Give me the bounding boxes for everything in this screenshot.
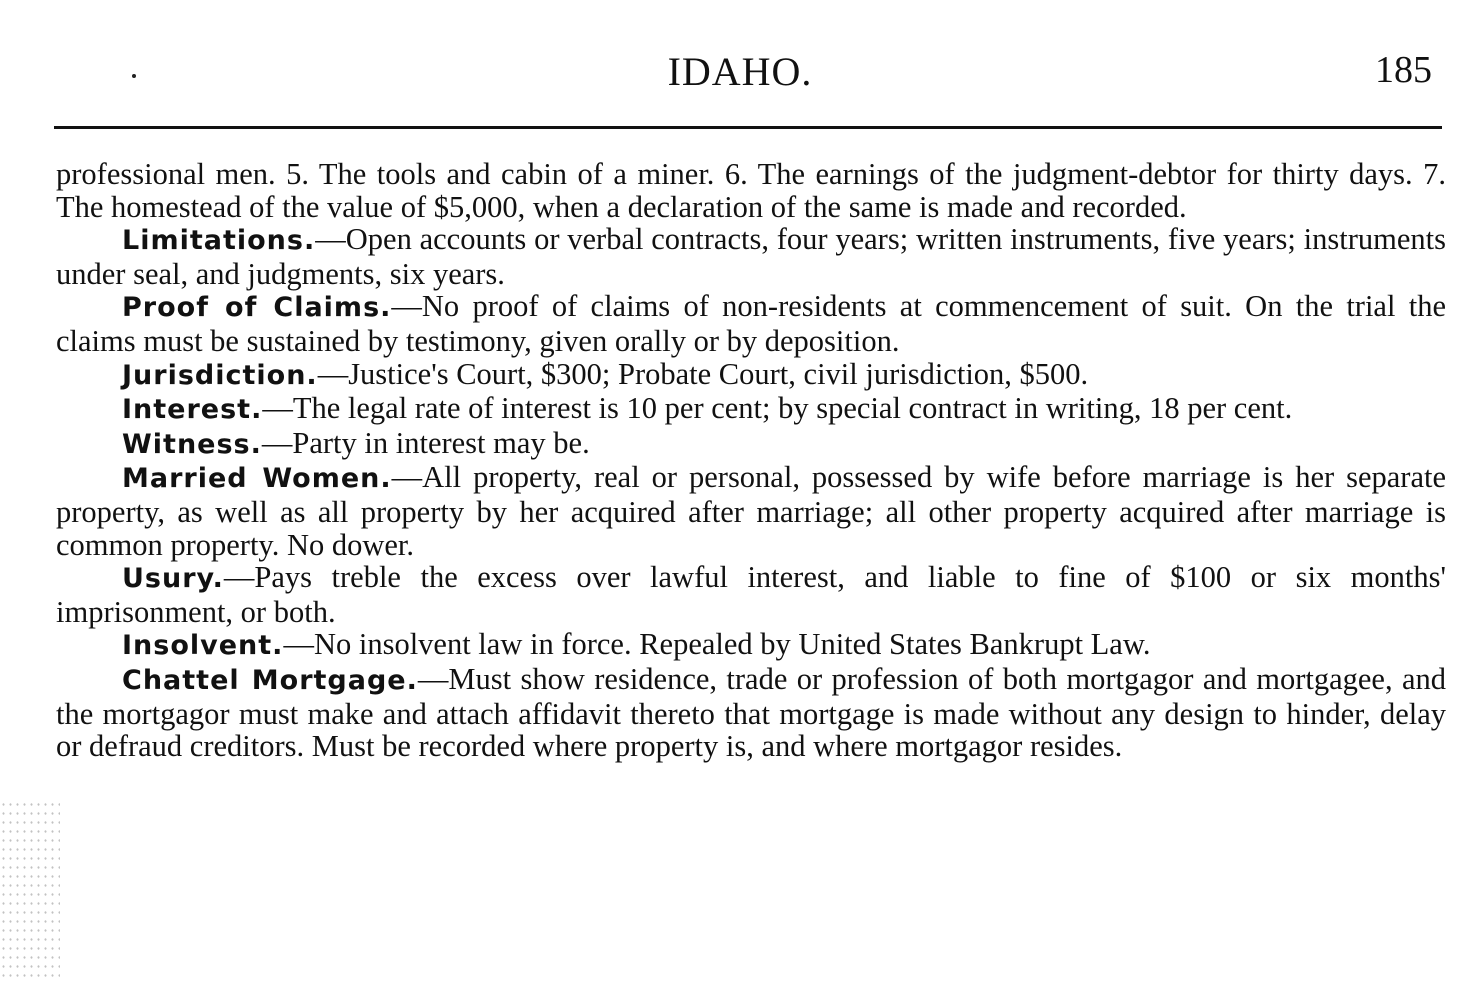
paragraph-text: —All property, real or personal, possessed by wife before marriage is her separate property, as well as all property by her acquired after marriage; all other property acquired after marriage is common property. No dower.: [56, 460, 1446, 562]
paragraph-usury: [56, 561, 1446, 628]
paragraph-text: —The legal rate of interest is 10 per cent; by special contract in writing, 18 per cent.: [262, 391, 1293, 426]
section-heading: Witness.: [122, 428, 262, 460]
section-heading: Chattel Mortgage.: [122, 664, 418, 696]
paragraph-limitations: [56, 223, 1446, 290]
header-rule: [54, 126, 1442, 129]
paragraph-text: —Must show residence, trade or profession of both mortgagor and mortgagee, and the mortgagor must make and attach affidavit thereto that mortgage is made without any design to hinder, delay or defraud creditors. Must be recorded where property is, and where mortgagor resides.: [56, 661, 1447, 764]
paragraph-text: —Justice's Court, $300; Probate Court, civil jurisdiction, $500.: [317, 356, 1089, 391]
section-heading: Proof of Claims.: [122, 292, 392, 324]
paragraph-jurisdiction: [56, 358, 1446, 393]
section-heading: Usury.: [122, 563, 224, 595]
section-heading: Interest.: [122, 394, 263, 426]
paragraph-witness: [56, 427, 1446, 462]
print-speck: [132, 74, 136, 78]
section-heading: Jurisdiction.: [122, 359, 318, 391]
paragraph-text: professional men. 5. The tools and cabin of a miner. 6. The earnings of the judgment-debtor for thirty days. 7. The homestead of the value of $5,000, when a declaration of the same is made and recorded.: [56, 157, 1446, 224]
page-body: [56, 158, 1446, 763]
page-title: IDAHO.: [667, 49, 813, 94]
paragraph-exemptions: [56, 158, 1446, 223]
paragraph-text: —Open accounts or verbal contracts, four years; written instruments, five years; instruments under seal, and judgments, six years.: [56, 222, 1446, 291]
section-heading: Insolvent.: [122, 630, 284, 662]
running-head: [0, 48, 1460, 108]
paragraph-text: —Pays treble the excess over lawful interest, and liable to fine of $100 or six months' imprisonment, or both.: [56, 560, 1446, 629]
paragraph-married-women: [56, 461, 1446, 561]
paragraph-text: —No insolvent law in force. Repealed by United States Bankrupt Law.: [283, 627, 1151, 662]
page-number: 185: [1375, 49, 1432, 91]
section-heading: Married Women.: [122, 463, 392, 495]
paragraph-chattel-mortgage: [56, 663, 1446, 763]
paragraph-interest: [56, 392, 1446, 427]
paragraph-insolvent: [56, 628, 1446, 663]
paragraph-proof-of-claims: [56, 290, 1446, 357]
paragraph-text: —Party in interest may be.: [261, 425, 590, 460]
section-heading: Limitations.: [122, 225, 316, 257]
paragraph-text: —No proof of claims of non-residents at commencement of suit. On the trial the claims must be sustained by testimony, given orally or by deposition.: [56, 289, 1446, 358]
scan-noise: [0, 800, 60, 981]
